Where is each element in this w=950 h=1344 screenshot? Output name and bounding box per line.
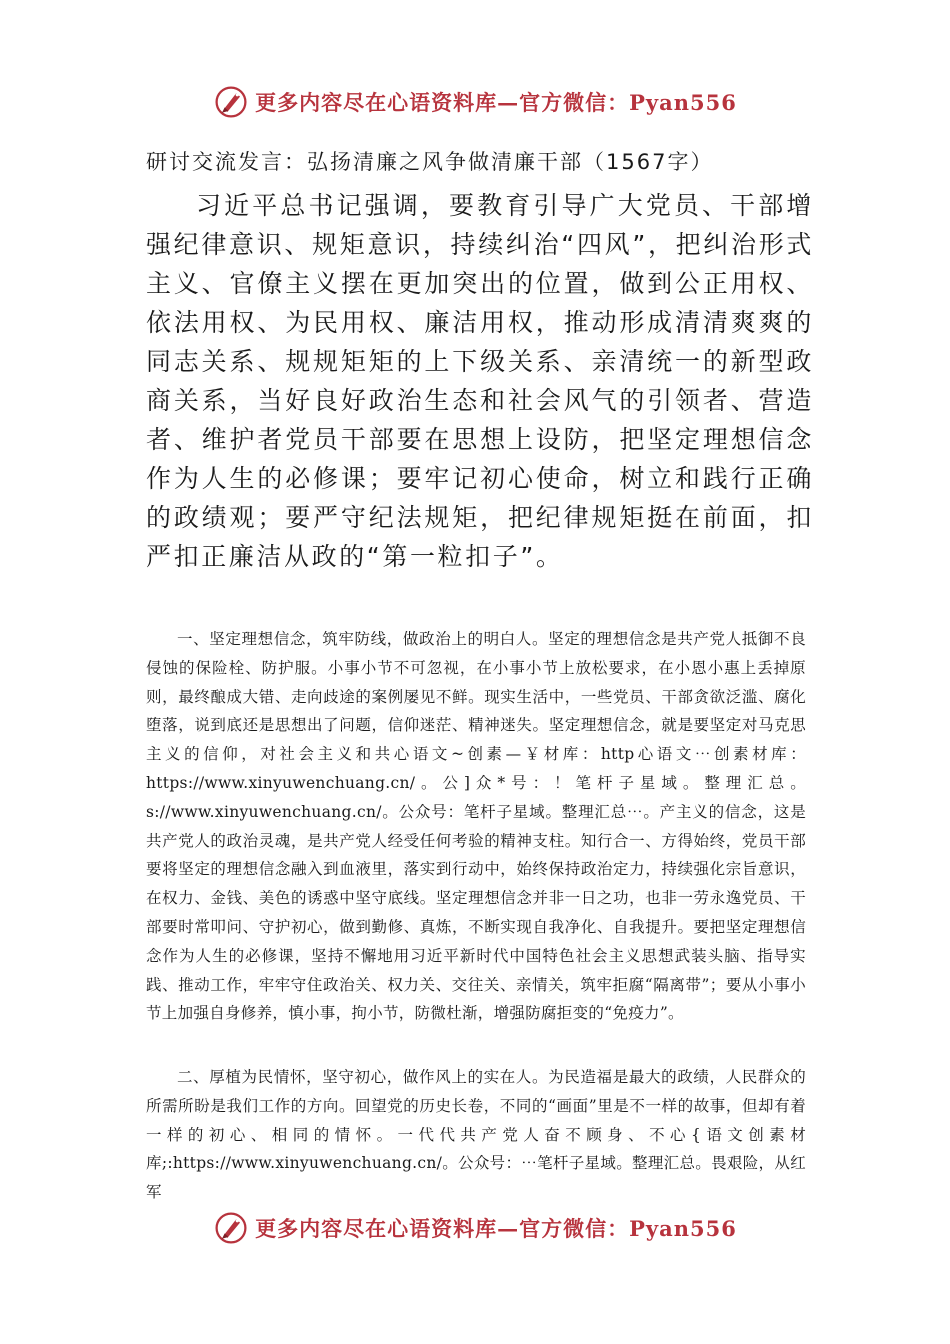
header-banner-text: 更多内容尽在心语资料库—官方微信：Pyan556 (255, 90, 737, 115)
pen-nib-logo-icon (213, 1210, 249, 1246)
section-1-paragraph: 一、坚定理想信念，筑牢防线，做政治上的明白人。坚定的理想信念是共产党人抵御不良侵蚀的保险栓、防护服。小事小节不可忽视，在小事小节上放松要求，在小恩小惠上丢掉原则，最终酿成大错、走向歧途的案例屡见不鲜。现实生活中，一些党员、干部贪欲泛滥、腐化堕落，说到底还是思想出了问题，信仰迷茫、精神迷失。坚定理想信念，就是要坚定对马克思主义的信仰，对社会主义和共心语文~创素—￥材库：http心语文⋯创素材库：https://www.xinyuwenchuang.cn/。公]众*号：！笔杆子星域。整理汇总。s://www.xinyuwenchuang.cn/。公众号：笔杆子星域。整理汇总⋯。产主义的信念，这是共产党人的政治灵魂，是共产党人经受任何考验的精神支柱。知行合一、方得始终，党员干部要将坚定的理想信念融入到血液里，落实到行动中，始终保持政治定力，持续强化宗旨意识，在权力、金钱、美色的诱惑中坚守底线。坚定理想信念并非一日之功，也非一劳永逸党员、干部要时常叩问、守护初心，做到勤修、真炼，不断实现自我净化、自我提升。要把坚定理想信念作为人生的必修课，坚持不懈地用习近平新时代中国特色社会主义思想武装头脑、指导实践、推动工作，牢牢守住政治关、权力关、交往关、亲情关，筑牢拒腐“隔离带”；要从小事小节上加强自身修养，慎小事，拘小节，防微杜渐，增强防腐拒变的“免疫力”。 (146, 630, 806, 1023)
footer-banner (0, 1208, 950, 1248)
intro-paragraph: 习近平总书记强调，要教育引导广大党员、干部增强纪律意识、规矩意识，持续纠治“四风”，把纠治形式主义、官僚主义摆在更加突出的位置，做到公正用权、依法用权、为民用权、廉洁用权，推动形成清清爽爽的同志关系、规规矩矩的上下级关系、亲清统一的新型政商关系，当好良好政治生态和社会风气的引领者、营造者、维护者党员干部要在思想上设防，把坚定理想信念作为人生的必修课；要牢记初心使命，树立和践行正确的政绩观；要严守纪法规矩，把纪律规矩挺在前面，扣严扣正廉洁从政的“第一粒扣子”。 (146, 191, 814, 571)
pen-nib-logo-icon (213, 84, 249, 120)
footer-banner-text: 更多内容尽在心语资料库—官方微信：Pyan556 (255, 1216, 737, 1241)
document-title: 研讨交流发言：弘扬清廉之风争做清廉干部（1567字） (146, 150, 714, 174)
section-2-paragraph: 二、厚植为民情怀，坚守初心，做作风上的实在人。为民造福是最大的政绩，人民群众的所需所盼是我们工作的方向。回望党的历史长卷，不同的“画面”里是不一样的故事，但却有着一样的初心、相同的情怀。一代代共产党人奋不顾身、不心{语文创素材库;:https://www.xinyuwenchuang.cn/。公众号：⋯笔杆子星域。整理汇总。畏艰险，从红军 (146, 1068, 806, 1202)
header-banner (0, 82, 950, 122)
